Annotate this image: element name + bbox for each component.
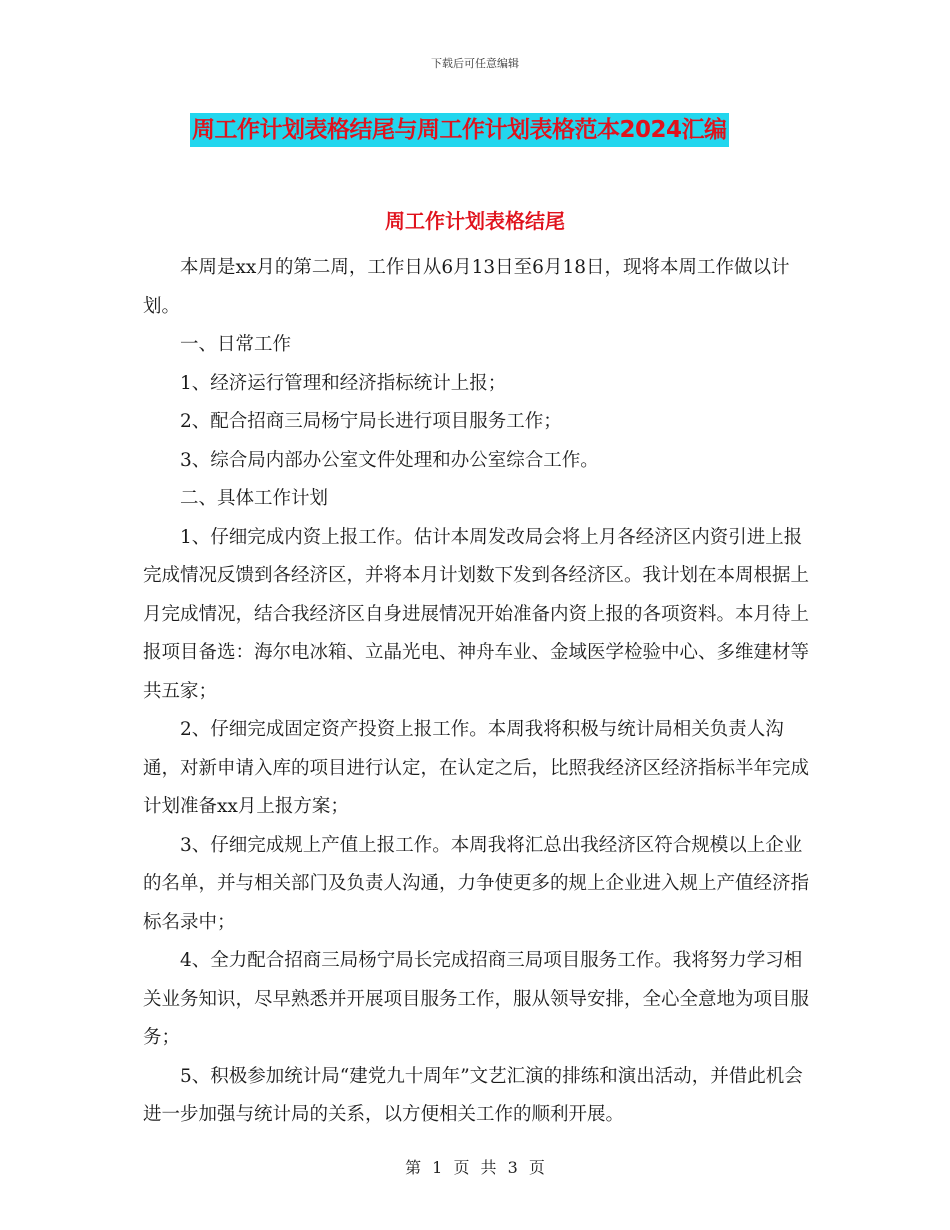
paragraph: 1、经济运行管理和经济指标统计上报； [180,372,507,394]
paragraph: 一、日常工作 [180,334,292,355]
document-title: 周工作计划表格结尾与周工作计划表格范本2024汇编 [190,113,729,147]
paragraph: 2、配合招商三局杨宁局长进行项目服务工作； [180,411,562,432]
section-title: 周工作计划表格结尾 [385,209,565,233]
paragraph: 本周是xx月的第二周，工作日从6月13日至6月18日，现将本周工作做以计划。 [143,257,790,317]
paragraph: 4、全力配合招商三局杨宁局长完成招商三局项目服务工作。我将努力学习相关业务知识，尽早熟悉并开展项目服务工作，服从领导安排，全心全意地为项目服务； [143,950,810,1048]
paragraph: 3、综合局内部办公室文件处理和办公室综合工作。 [180,449,599,471]
paragraph: 1、仔细完成内资上报工作。估计本周发改局会将上月各经济区内资引进上报完成情况反馈到各经济区，并将本月计划数下发到各经济区。我计划在本周根据上月完成情况，结合我经济区自身进展情况开始准备内资上报的各项资料。本月待上报项目备选：海尔电冰箱、立晶光电、神舟车业、金域医学检验中心、多维建材等共五家； [143,526,810,702]
paragraph: 3、仔细完成规上产值上报工作。本周我将汇总出我经济区符合规模以上企业的名单，并与相关部门及负责人沟通，力争使更多的规上企业进入规上产值经济指标名录中； [143,834,810,933]
paragraph: 5、积极参加统计局“建党九十周年”文艺汇演的排练和演出活动，并借此机会进一步加强与统计局的关系，以方便相关工作的顺利开展。 [143,1065,803,1125]
paragraph: 二、具体工作计划 [180,488,329,509]
body-text [143,249,815,1135]
paragraph: 2、仔细完成固定资产投资上报工作。本周我将积极与统计局相关负责人沟通，对新申请入库的项目进行认定，在认定之后，比照我经济区经济指标半年完成计划准备xx月上报方案； [143,719,810,817]
header-note: 下载后可任意编辑 [431,57,519,70]
page-footer: 第 1 页 共 3 页 [405,1158,545,1177]
